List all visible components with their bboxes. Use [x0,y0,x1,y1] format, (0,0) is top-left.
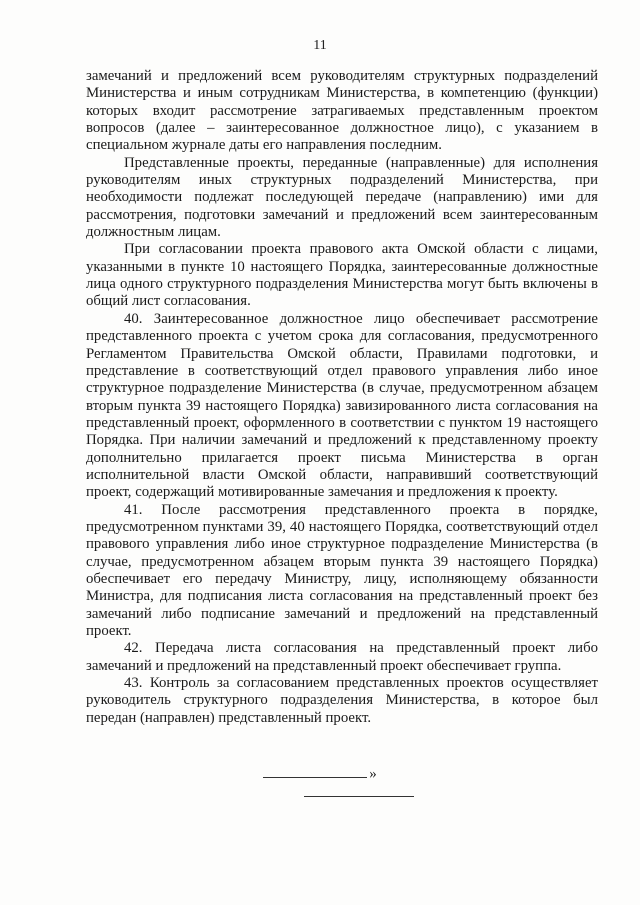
paragraph-projects-transfer: Представленные проекты, переданные (направленные) для исполнения руководителям иных структурных подразделений Министерства, при необходимости подлежат последующей передаче (направлению) ими для рассмотрения, подготовки замечаний и предложений всем заинтересованным должностным лицам. [86,154,598,241]
closing-quote-mark: » [369,766,377,782]
paragraph-common-approval-sheet: При согласовании проекта правового акта Омской области с лицами, указанными в пункте 10 настоящего Порядка, заинтересованные должностные лица одного структурного подразделения Министерства могут быть включены в общий лист согласования. [86,241,598,310]
signature-underline [263,766,367,778]
separator-line [304,796,414,797]
paragraph-item-41: 41. После рассмотрения представленного проекта в порядке, предусмотренном пунктами 39, 40 настоящего Порядка, соответствующий отдел правового управления либо иное структурное подразделение Министерства (в случае, предусмотренном абзацем вторым пункта 39 настоящего Порядка) обеспечивает его передачу Министру, лицу, исполняющему обязанности Министра, для подписания листа согласования на представленный проект без замечаний либо подписание замечаний и предложений на представленный проект. [86,501,598,639]
paragraph-continuation: замечаний и предложений всем руководителям структурных подразделений Министерства и иным сотрудникам Министерства, в компетенцию (функции) которых входит рассмотрение затрагиваемых представленным проектом вопросов (далее – заинтересованное должностное лицо), с указанием в специальном журнале даты его направления последним. [86,68,598,154]
closing-line [0,766,640,783]
page-number: 11 [313,38,327,53]
body-text [86,68,598,727]
paragraph-item-42: 42. Передача листа согласования на представленный проект либо замечаний и предложений на представленный проект обеспечивает группа. [86,640,598,674]
paragraph-item-40: 40. Заинтересованное должностное лицо обеспечивает рассмотрение представленного проекта с учетом срока для согласования, предусмотренного Регламентом Правительства Омской области, Правилами подготовки, и представление в соответствующий отдел правового управления либо иное структурное подразделение Министерства (в случае, предусмотренном абзацем вторым пункта 39 настоящего Порядка) завизированного листа согласования на представленный проект, оформленного в соответствии с пунктом 19 настоящего Порядка. При наличии замечаний и предложений к представленному проекту дополнительно прилагается проект письма Министерства в орган исполнительной власти Омской области, направивший соответствующий проект, содержащий мотивированные замечания и предложения к проекту. [86,310,598,501]
paragraph-item-43: 43. Контроль за согласованием представленных проектов осуществляет руководитель структурного подразделения Министерства, в которое был передан (направлен) представленный проект. [86,675,598,726]
